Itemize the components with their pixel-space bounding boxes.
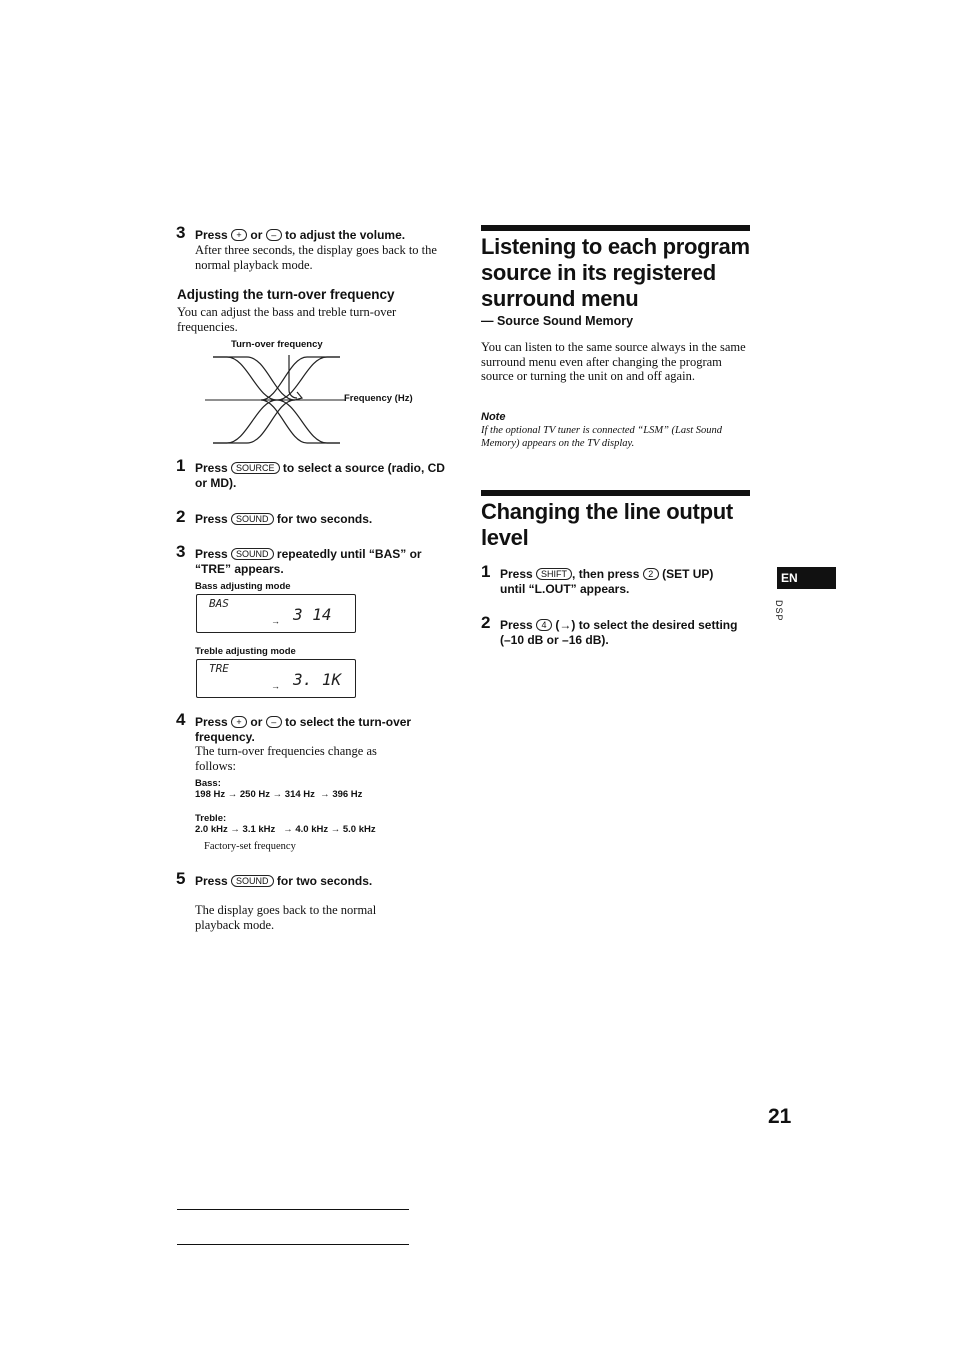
- step-body: The display goes back to the normal playback mode.: [195, 903, 377, 932]
- note-text: If the optional TV tuner is connected “LSM” (Last Sound Memory) appears on the TV display.: [481, 425, 723, 449]
- treble-lcd-display: [196, 659, 356, 698]
- step-instruction: Press 4 (→) to select the desired setting (–10 dB or –16 dB).: [500, 618, 738, 647]
- step-number: 4: [176, 710, 186, 729]
- step-instruction: Press SHIFT , then press 2 (SET UP) until “L.OUT” appears.: [500, 567, 714, 596]
- step-number: 1: [481, 562, 491, 581]
- plus-button-icon: +: [231, 716, 247, 728]
- step-instruction: Press + or – to adjust the volume.: [195, 228, 406, 242]
- sound-button-icon: SOUND: [231, 548, 274, 560]
- step-instruction: Press SOUND for two seconds.: [195, 874, 373, 888]
- heading-bar: [481, 490, 750, 496]
- lcd-value-text: 3. 1K: [293, 670, 342, 689]
- step-number: 5: [176, 869, 186, 888]
- sound-button-icon: SOUND: [231, 875, 274, 887]
- heading-line: surround menu: [481, 286, 639, 311]
- treble-label: Treble:: [195, 813, 227, 824]
- turnover-label: Turn-over frequency: [231, 339, 323, 350]
- step-number: 3: [176, 542, 186, 561]
- bass-label: Bass:: [195, 778, 221, 789]
- bass-mode-label: Bass adjusting mode: [195, 581, 291, 592]
- step-instruction: Press SOUND for two seconds.: [195, 512, 373, 526]
- treble-mode-label: Treble adjusting mode: [195, 646, 296, 657]
- section-tab-label: DSP: [774, 600, 784, 622]
- step-number: 1: [176, 456, 186, 475]
- heading-line: Listening to each program: [481, 234, 750, 259]
- treble-sequence: 2.0 kHz → 3.1 kHz → 4.0 kHz → 5.0 kHz: [195, 824, 376, 835]
- step-body: After three seconds, the display goes back to the normal playback mode.: [195, 243, 437, 272]
- step-instruction: Press SOURCE to select a source (radio, CD or MD).: [195, 461, 445, 490]
- heading-line: Changing the line output: [481, 499, 733, 524]
- source-button-icon: SOURCE: [231, 462, 280, 474]
- bass-lcd-display: [196, 594, 356, 633]
- bass-sequence: 198 Hz → 250 Hz → 314 Hz → 396 Hz: [195, 789, 363, 800]
- divider: [177, 1209, 409, 1210]
- step-body: The turn-over frequencies change as follows:: [195, 744, 377, 773]
- step-number: 3: [176, 223, 186, 242]
- number-4-button-icon: 4: [536, 619, 552, 631]
- heading-line: source in its registered: [481, 260, 716, 285]
- section-title: Adjusting the turn-over frequency: [177, 287, 395, 302]
- number-2-button-icon: 2: [643, 568, 659, 580]
- language-tab-label: EN: [781, 571, 798, 585]
- minus-button-icon: –: [266, 229, 282, 241]
- factory-set-note: Factory-set frequency: [204, 841, 296, 852]
- heading-line: level: [481, 525, 529, 550]
- lcd-mode-text: BAS: [209, 597, 229, 610]
- section-body: You can adjust the bass and treble turn-over frequencies.: [177, 305, 397, 334]
- page-number: 21: [768, 1105, 792, 1128]
- step-instruction: Press SOUND repeatedly until “BAS” or “TRE” appears.: [195, 547, 422, 576]
- shift-button-icon: SHIFT: [536, 568, 572, 580]
- heading-subtitle: — Source Sound Memory: [481, 314, 634, 328]
- frequency-label: Frequency (Hz): [344, 393, 413, 404]
- lcd-arrow-icon: →: [271, 616, 280, 626]
- language-tab: [777, 567, 836, 589]
- lcd-arrow-icon: →: [271, 681, 280, 691]
- lcd-value-text: 3 14: [293, 605, 332, 624]
- divider: [177, 1244, 409, 1245]
- turnover-frequency-figure: [205, 350, 350, 445]
- note-label: Note: [481, 411, 506, 423]
- heading-bar: [481, 225, 750, 231]
- plus-button-icon: +: [231, 229, 247, 241]
- section-body: You can listen to the same source always in the same surround menu even after changing the program source or turning the unit on and off again.: [481, 340, 746, 383]
- step-instruction: Press + or – to select the turn-over frequency.: [195, 715, 412, 744]
- step-number: 2: [481, 613, 491, 632]
- lcd-mode-text: TRE: [209, 662, 229, 675]
- step-number: 2: [176, 507, 186, 526]
- minus-button-icon: –: [266, 716, 282, 728]
- sound-button-icon: SOUND: [231, 513, 274, 525]
